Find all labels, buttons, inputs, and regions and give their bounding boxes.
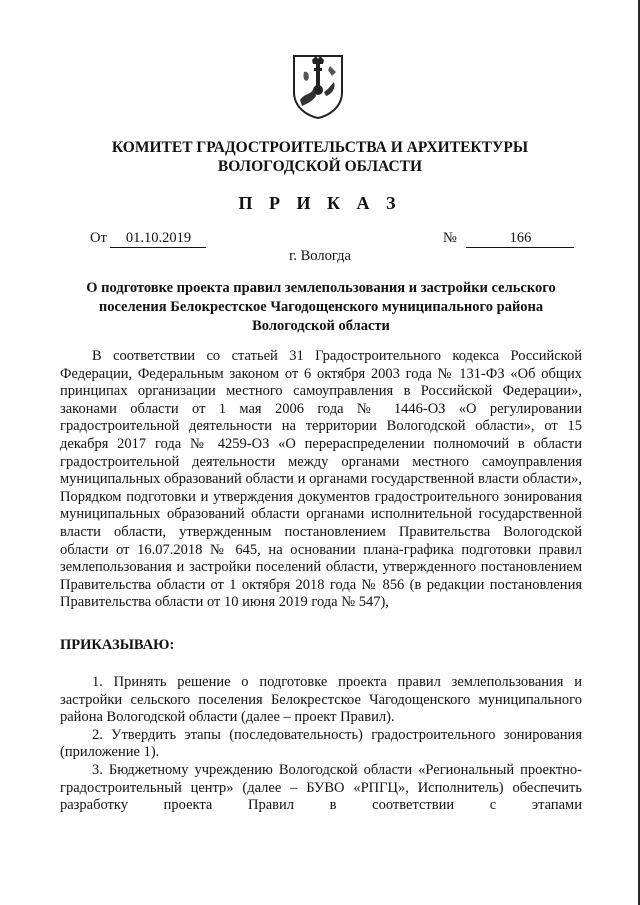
- order-item-3: 3. Бюджетному учреждению Вологодской области «Региональный проектно-градостроительный центр» (далее – БУВО «РПГЦ», Исполнитель) обеспечить разработку проекта Правил в соответствии с этапами: [60, 761, 582, 814]
- city-line: г. Вологда: [289, 248, 351, 264]
- preamble-paragraph: В соответствии со статьей 31 Градостроительного кодекса Российской Федерации, Федеральным законом от 6 октября 2003 года № 131-ФЗ «Об общих принципах организации местного самоуправления в Российской Федерации», законами области от 1 мая 2006 года № 1446-ОЗ «О регулировании градостроительной деятельности на территории Вологодской области», от 15 декабря 2017 года № 4259-ОЗ «О перераспределении полномочий в области градостроительной деятельности между органами местного самоуправления муниципальных образований области и органами государственной власти области», Порядком подготовки и утверждения документов градостроительного зонирования муниципальных образований области органами исполнительной государственной власти области, утвержденным постановлением Правительства Вологодской области от 16.07.2018 № 645, на основании плана-графика подготовки правил землепользования и застройки поселений области, утвержденного постановлением Правительства области от 1 октября 2018 года № 856 (в редакции постановления Правительства области от 10 июня 2019 года № 547),: [60, 348, 582, 611]
- preamble-block: [60, 348, 582, 612]
- number-field: [443, 230, 574, 248]
- order-heading: ПРИКАЗЫВАЮ:: [60, 637, 175, 653]
- order-item-2: 2. Утвердить этапы (последовательность) градостроительного зонирования (приложение 1).: [60, 726, 582, 761]
- date-prefix: От: [90, 230, 107, 246]
- organization-name-line-1: КОМИТЕТ ГРАДОСТРОИТЕЛЬСТВА И АРХИТЕКТУРЫ: [111, 139, 529, 156]
- order-item-1: 1. Принять решение о подготовке проекта правил землепользования и застройки сельского поселения Белокрестское Чагодощенского муниципального района Вологодской области (далее – проект Правил).: [60, 674, 582, 726]
- number-value: 166: [466, 230, 574, 248]
- document-type-title: П Р И К А З: [238, 193, 402, 213]
- number-prefix: №: [443, 230, 457, 246]
- order-items: [60, 674, 582, 815]
- date-value: 01.10.2019: [110, 230, 206, 248]
- organization-name-line-2: ВОЛОГОДСКОЙ ОБЛАСТИ: [217, 158, 423, 175]
- order-subject: О подготовке проекта правил землепользования и застройки сельского поселения Белокрестское Чагодощенского муниципального района Вологодской области: [86, 280, 556, 334]
- date-field: [90, 230, 206, 248]
- coat-of-arms-icon: [290, 52, 346, 120]
